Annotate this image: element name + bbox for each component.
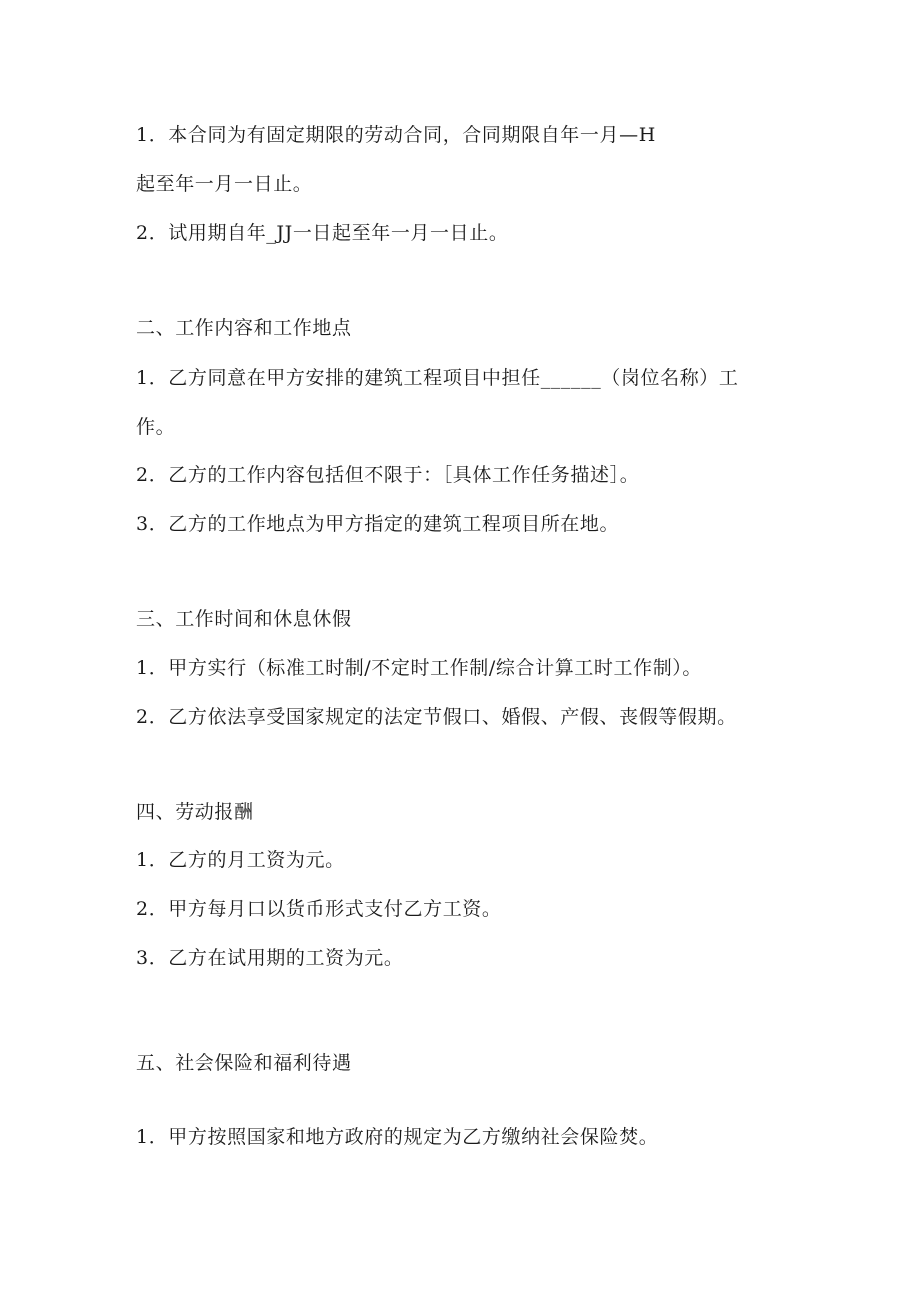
- pay-clause-1: 1．乙方的月工资为元。: [136, 849, 345, 871]
- insurance-clause-1: 1．甲方按照国家和地方政府的规定为乙方缴纳社会保险焚。: [136, 1126, 659, 1148]
- work-clause-1-line-2: 作。: [136, 416, 176, 438]
- pay-clause-2: 2．甲方每月口以货币形式支付乙方工资。: [136, 898, 502, 920]
- work-clause-3: 3．乙方的工作地点为甲方指定的建筑工程项目所在地。: [136, 513, 620, 535]
- work-clause-1-line-1: 1．乙方同意在甲方安排的建筑工程项目中担任______（岗位名称）工: [136, 367, 739, 389]
- term-clause-1-line-1: 1．本合同为有固定期限的劳动合同，合同期限自年一月—H: [136, 124, 656, 146]
- section-heading-work-content: 二、工作内容和工作地点: [136, 317, 352, 339]
- term-clause-2: 2．试用期自年_JJ一日起至年一月一日止。: [136, 222, 509, 244]
- hours-clause-2: 2．乙方依法享受国家规定的法定节假口、婚假、产假、丧假等假期。: [136, 706, 737, 728]
- section-heading-social-insurance: 五、社会保险和福利待遇: [136, 1052, 352, 1074]
- term-clause-1-line-2: 起至年一月一日止。: [136, 173, 313, 195]
- section-heading-remuneration: 四、劳动报酬: [136, 801, 254, 823]
- hours-clause-1: 1．甲方实行（标准工时制/不定时工作制/综合计算工时工作制）。: [136, 657, 702, 679]
- section-heading-work-hours: 三、工作时间和休息休假: [136, 608, 352, 630]
- pay-clause-3: 3．乙方在试用期的工资为元。: [136, 947, 404, 969]
- work-clause-2: 2．乙方的工作内容包括但不限于：［具体工作任务描述］。: [136, 464, 640, 486]
